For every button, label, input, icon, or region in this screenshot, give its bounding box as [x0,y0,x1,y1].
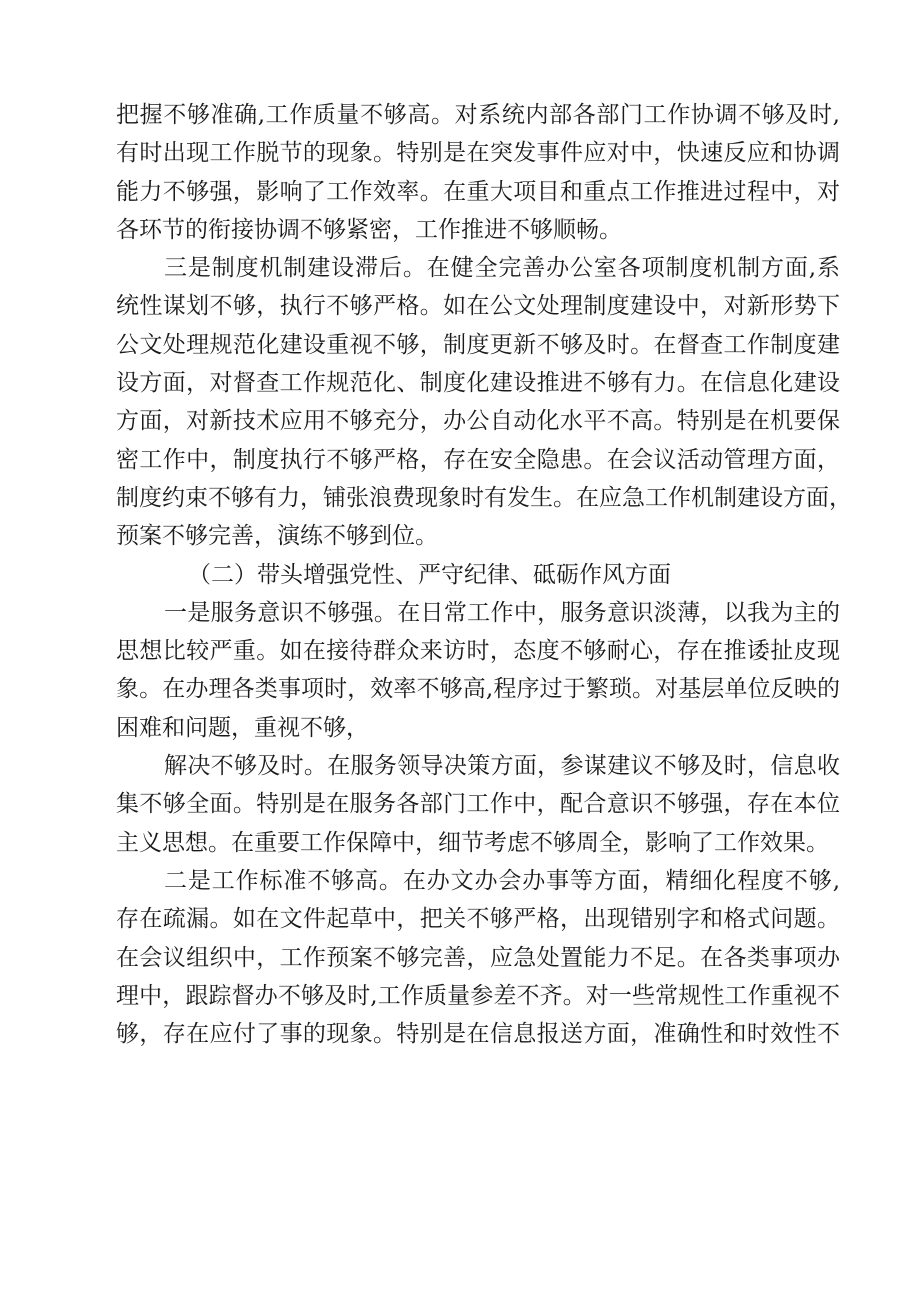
document-body [116,96,852,1053]
text-line: 理中，跟踪督办不够及时,工作质量参差不齐。对一些常规性工作重视不 [116,982,840,1009]
paragraph-start-line: 二是工作标准不够高。在办文办会办事等方面，精细化程度不够, [164,867,840,894]
text-line: 存在疏漏。如在文件起草中，把关不够严格，出现错别字和格式问题。 [116,906,840,933]
text-line: 主义思想。在重要工作保障中，细节考虑不够周全，影响了工作效果。 [116,829,829,856]
section-heading: （二）带头增强党性、严守纪律、砥砺作风方面 [188,561,671,588]
text-line: 密工作中，制度执行不够严格，存在安全隐患。在会议活动管理方面， [116,446,840,473]
text-line: 方面，对新技术应用不够充分，办公自动化水平不高。特别是在机要保 [116,408,840,435]
text-line: 够，存在应付了事的现象。特别是在信息报送方面，准确性和时效性不 [116,1021,840,1048]
text-line: 思想比较严重。如在接待群众来访时，态度不够耐心，存在推诿扯皮现 [116,638,840,665]
text-line: 有时出现工作脱节的现象。特别是在突发事件应对中，快速反应和协调 [116,140,840,167]
paragraph-start-line: 一是服务意识不够强。在日常工作中，服务意识淡薄，以我为主的 [164,599,840,626]
text-line: 预案不够完善，演练不够到位。 [116,523,438,550]
text-line: 各环节的衔接协调不够紧密，工作推进不够顺畅。 [116,216,622,243]
text-line: 在会议组织中，工作预案不够完善，应急处置能力不足。在各类事项办 [116,944,840,971]
text-line: 统性谋划不够，执行不够严格。如在公文处理制度建设中，对新形势下 [116,293,840,320]
paragraph-start-line: 解决不够及时。在服务领导决策方面，参谋建议不够及时，信息收 [164,753,840,780]
text-line: 设方面，对督查工作规范化、制度化建设推进不够有力。在信息化建设 [116,370,840,397]
text-line: 公文处理规范化建设重视不够，制度更新不够及时。在督查工作制度建 [116,331,840,358]
paragraph-start-line: 三是制度机制建设滞后。在健全完善办公室各项制度机制方面,系 [164,255,840,282]
text-line: 能力不够强，影响了工作效率。在重大项目和重点工作推进过程中，对 [116,178,840,205]
text-line: 把握不够准确,工作质量不够高。对系统内部各部门工作协调不够及时, [116,102,840,128]
text-line: 集不够全面。特别是在服务各部门工作中，配合意识不够强，存在本位 [116,791,840,818]
text-line: 制度约束不够有力，铺张浪费现象时有发生。在应急工作机制建设方面， [116,484,852,511]
text-line: 象。在办理各类事项时，效率不够高,程序过于繁琐。对基层单位反映的 [116,676,840,703]
text-line: 困难和问题，重视不够， [116,714,369,741]
